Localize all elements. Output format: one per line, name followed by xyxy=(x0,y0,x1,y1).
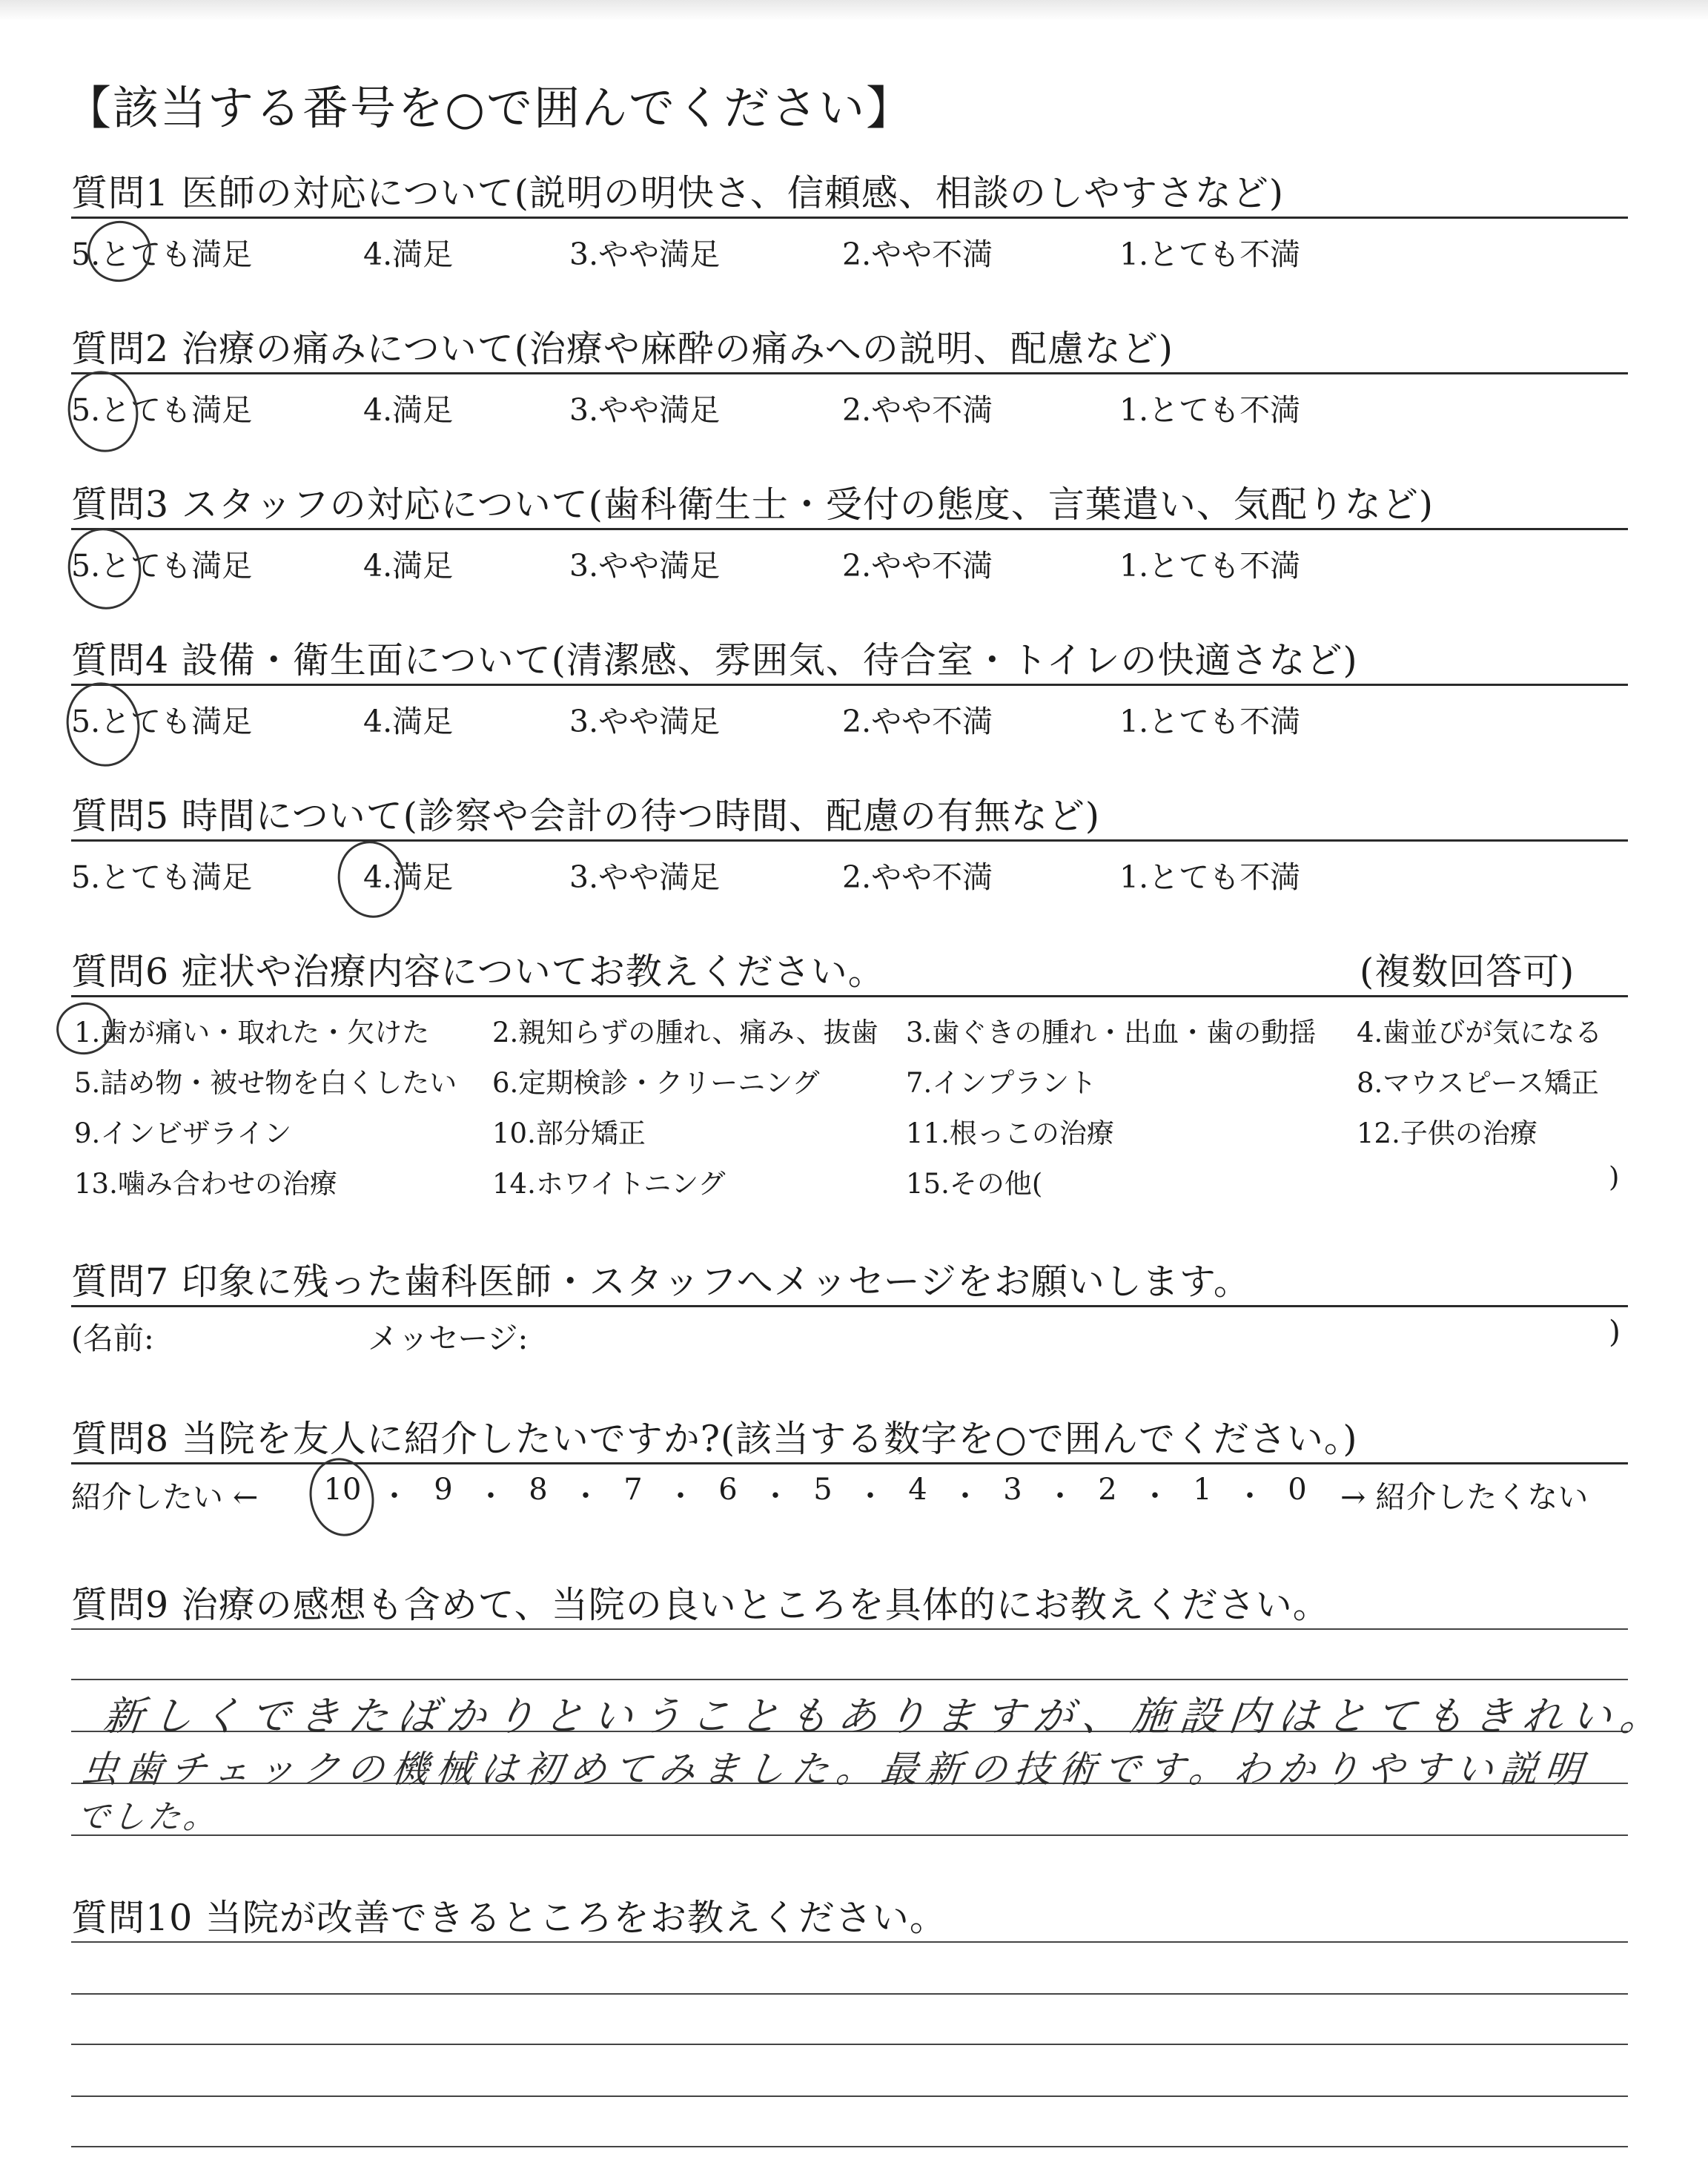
q6-option-4[interactable]: 4.歯並びが気になる xyxy=(1357,1017,1603,1048)
q8-scale-8[interactable]: 8 xyxy=(529,1473,548,1507)
q6-note: (複数回答可) xyxy=(1360,951,1575,993)
q8-scale-dot: ・ xyxy=(1235,1479,1265,1513)
q5-option-2[interactable]: 2.やや不満 xyxy=(842,859,993,895)
q4-option-4[interactable]: 4.満足 xyxy=(363,704,454,739)
q9-line-2 xyxy=(71,1679,1628,1680)
q8-scale-2[interactable]: 2 xyxy=(1098,1473,1117,1507)
q6-selection-circle xyxy=(52,997,118,1060)
q6-title: 質問6 症状や治療内容についてお教えください。 xyxy=(71,951,885,993)
q7-name-label: (名前: xyxy=(71,1321,154,1356)
q4-option-2[interactable]: 2.やや不満 xyxy=(842,704,993,739)
q4-rule xyxy=(71,684,1628,686)
q5-rule xyxy=(71,839,1628,842)
q8-scale-dot: ・ xyxy=(666,1479,695,1513)
q7-title: 質問7 印象に残った歯科医師・スタッフへメッセージをお願いします。 xyxy=(71,1261,1251,1303)
q7-close-paren: ) xyxy=(1609,1314,1621,1350)
q6-option-9[interactable]: 9.インビザライン xyxy=(74,1117,292,1149)
q6-option-8[interactable]: 8.マウスピース矯正 xyxy=(1357,1067,1599,1099)
q8-scale-dot: ・ xyxy=(571,1479,600,1513)
q9-answer-line-1: 新しくできたばかりということもありますが、施設内はとてもきれい。 xyxy=(101,1693,1672,1740)
q1-option-4[interactable]: 4.満足 xyxy=(363,237,454,272)
q8-scale-dot: ・ xyxy=(950,1479,980,1513)
q8-selection-circle xyxy=(302,1452,381,1542)
q8-scale-1[interactable]: 1 xyxy=(1193,1473,1212,1507)
q9-title: 質問9 治療の感想も含めて、当院の良いところを具体的にお教えください。 xyxy=(71,1584,1330,1626)
q5-option-5[interactable]: 5.とても満足 xyxy=(71,859,253,895)
q9-line-5 xyxy=(71,1834,1628,1836)
q6-option-6[interactable]: 6.定期検診・クリーニング xyxy=(492,1067,820,1099)
q6-option-14[interactable]: 14.ホワイトニング xyxy=(492,1168,726,1200)
q8-scale-7[interactable]: 7 xyxy=(623,1473,643,1507)
page-heading: 【該当する番号を○で囲んでください】 xyxy=(65,81,914,135)
q8-scale-9[interactable]: 9 xyxy=(434,1473,453,1507)
q1-rule xyxy=(71,217,1628,219)
q8-scale-dot: ・ xyxy=(476,1479,506,1513)
q9-answer-line-3: でした。 xyxy=(74,1798,222,1836)
q3-rule xyxy=(71,528,1628,530)
q5-option-3[interactable]: 3.やや満足 xyxy=(569,859,721,895)
q6-option-5[interactable]: 5.詰め物・被せ物を白くしたい xyxy=(74,1067,457,1099)
q5-option-4[interactable]: 4.満足 xyxy=(363,859,454,895)
q3-option-1[interactable]: 1.とても不満 xyxy=(1119,548,1301,584)
q7-rule xyxy=(71,1305,1628,1307)
q6-option-15[interactable]: 15.その他( xyxy=(906,1168,1043,1200)
q8-scale-dot: ・ xyxy=(855,1479,885,1513)
q10-line-2 xyxy=(71,1993,1628,1995)
q3-option-4[interactable]: 4.満足 xyxy=(363,548,454,584)
q8-title: 質問8 当院を友人に紹介したいですか?(該当する数字を○で囲んでください。) xyxy=(71,1418,1358,1460)
q8-scale-dot: ・ xyxy=(1045,1479,1075,1513)
q7-name-field[interactable] xyxy=(185,1314,356,1351)
q4-option-1[interactable]: 1.とても不満 xyxy=(1119,704,1301,739)
q4-selection-circle xyxy=(59,676,148,773)
q8-scale-dot: ・ xyxy=(761,1479,790,1513)
q8-scale-5[interactable]: 5 xyxy=(813,1473,833,1507)
q4-title: 質問4 設備・衛生面について(清潔感、雰囲気、待合室・トイレの快適さなど) xyxy=(71,639,1358,681)
q5-selection-circle xyxy=(331,835,412,924)
q10-line-3 xyxy=(71,2044,1628,2045)
q8-rule xyxy=(71,1462,1628,1464)
q2-option-5[interactable]: 5.とても満足 xyxy=(71,392,253,428)
q6-option-1[interactable]: 1.歯が痛い・取れた・欠けた xyxy=(74,1017,430,1048)
q8-right-label: → 紹介したくない xyxy=(1340,1479,1589,1515)
q4-option-5[interactable]: 5.とても満足 xyxy=(71,704,253,739)
q2-title: 質問2 治療の痛みについて(治療や麻酔の痛みへの説明、配慮など) xyxy=(71,328,1174,370)
q10-line-4 xyxy=(71,2095,1628,2097)
q1-selection-circle xyxy=(82,215,156,288)
q10-line-5 xyxy=(71,2146,1628,2147)
q5-title: 質問5 時間について(診察や会計の待つ時間、配慮の有無など) xyxy=(71,795,1101,837)
q8-left-label: 紹介したい ← xyxy=(71,1479,259,1515)
q7-message-label: メッセージ: xyxy=(368,1321,529,1356)
q8-scale-dot: ・ xyxy=(380,1479,409,1513)
q9-line-1 xyxy=(71,1628,1628,1630)
q6-option-11[interactable]: 11.根っこの治療 xyxy=(906,1117,1114,1149)
q2-option-3[interactable]: 3.やや満足 xyxy=(569,392,721,428)
q5-option-1[interactable]: 1.とても不満 xyxy=(1119,859,1301,895)
q6-option-10[interactable]: 10.部分矯正 xyxy=(492,1117,646,1149)
scan-top-edge xyxy=(0,0,1708,21)
q3-title: 質問3 スタッフの対応について(歯科衛生士・受付の態度、言葉遣い、気配りなど) xyxy=(71,483,1434,526)
q6-option-2[interactable]: 2.親知らずの腫れ、痛み、抜歯 xyxy=(492,1017,878,1048)
q4-option-3[interactable]: 3.やや満足 xyxy=(569,704,721,739)
q3-option-3[interactable]: 3.やや満足 xyxy=(569,548,721,584)
q6-option-13[interactable]: 13.噛み合わせの治療 xyxy=(74,1168,337,1200)
q1-option-2[interactable]: 2.やや不満 xyxy=(842,237,993,272)
q2-selection-circle xyxy=(61,364,146,458)
q10-line-1 xyxy=(71,1941,1628,1943)
q8-scale-6[interactable]: 6 xyxy=(718,1473,738,1507)
q1-option-3[interactable]: 3.やや満足 xyxy=(569,237,721,272)
q1-title: 質問1 医師の対応について(説明の明快さ、信頼感、相談のしやすさなど) xyxy=(71,172,1285,214)
q6-option-3[interactable]: 3.歯ぐきの腫れ・出血・歯の動揺 xyxy=(906,1017,1317,1048)
q2-option-2[interactable]: 2.やや不満 xyxy=(842,392,993,428)
q6-option-7[interactable]: 7.インプラント xyxy=(906,1067,1097,1099)
q8-scale-4[interactable]: 4 xyxy=(908,1473,927,1507)
q7-message-field[interactable] xyxy=(549,1314,1601,1351)
q3-option-5[interactable]: 5.とても満足 xyxy=(71,548,253,584)
q8-scale-10[interactable]: 10 xyxy=(323,1473,362,1507)
q6-option-15-close: ) xyxy=(1609,1161,1620,1193)
q1-option-1[interactable]: 1.とても不満 xyxy=(1119,237,1301,272)
q8-scale-dot: ・ xyxy=(1140,1479,1170,1513)
q3-option-2[interactable]: 2.やや不満 xyxy=(842,548,993,584)
q8-scale-0[interactable]: 0 xyxy=(1288,1473,1307,1507)
q10-title: 質問10 当院が改善できるところをお教えください。 xyxy=(71,1897,947,1939)
q3-selection-circle xyxy=(61,521,149,616)
q2-option-4[interactable]: 4.満足 xyxy=(363,392,454,428)
q1-option-5[interactable]: 5.とても満足 xyxy=(71,237,253,272)
q6-rule xyxy=(71,995,1628,997)
q2-option-1[interactable]: 1.とても不満 xyxy=(1119,392,1301,428)
q2-rule xyxy=(71,372,1628,374)
q9-answer-line-2: 虫歯チェックの機械は初めてみました。最新の技術です。わかりやすい説明 xyxy=(79,1748,1592,1791)
q8-scale-3[interactable]: 3 xyxy=(1003,1473,1022,1507)
q6-option-12[interactable]: 12.子供の治療 xyxy=(1357,1117,1537,1149)
